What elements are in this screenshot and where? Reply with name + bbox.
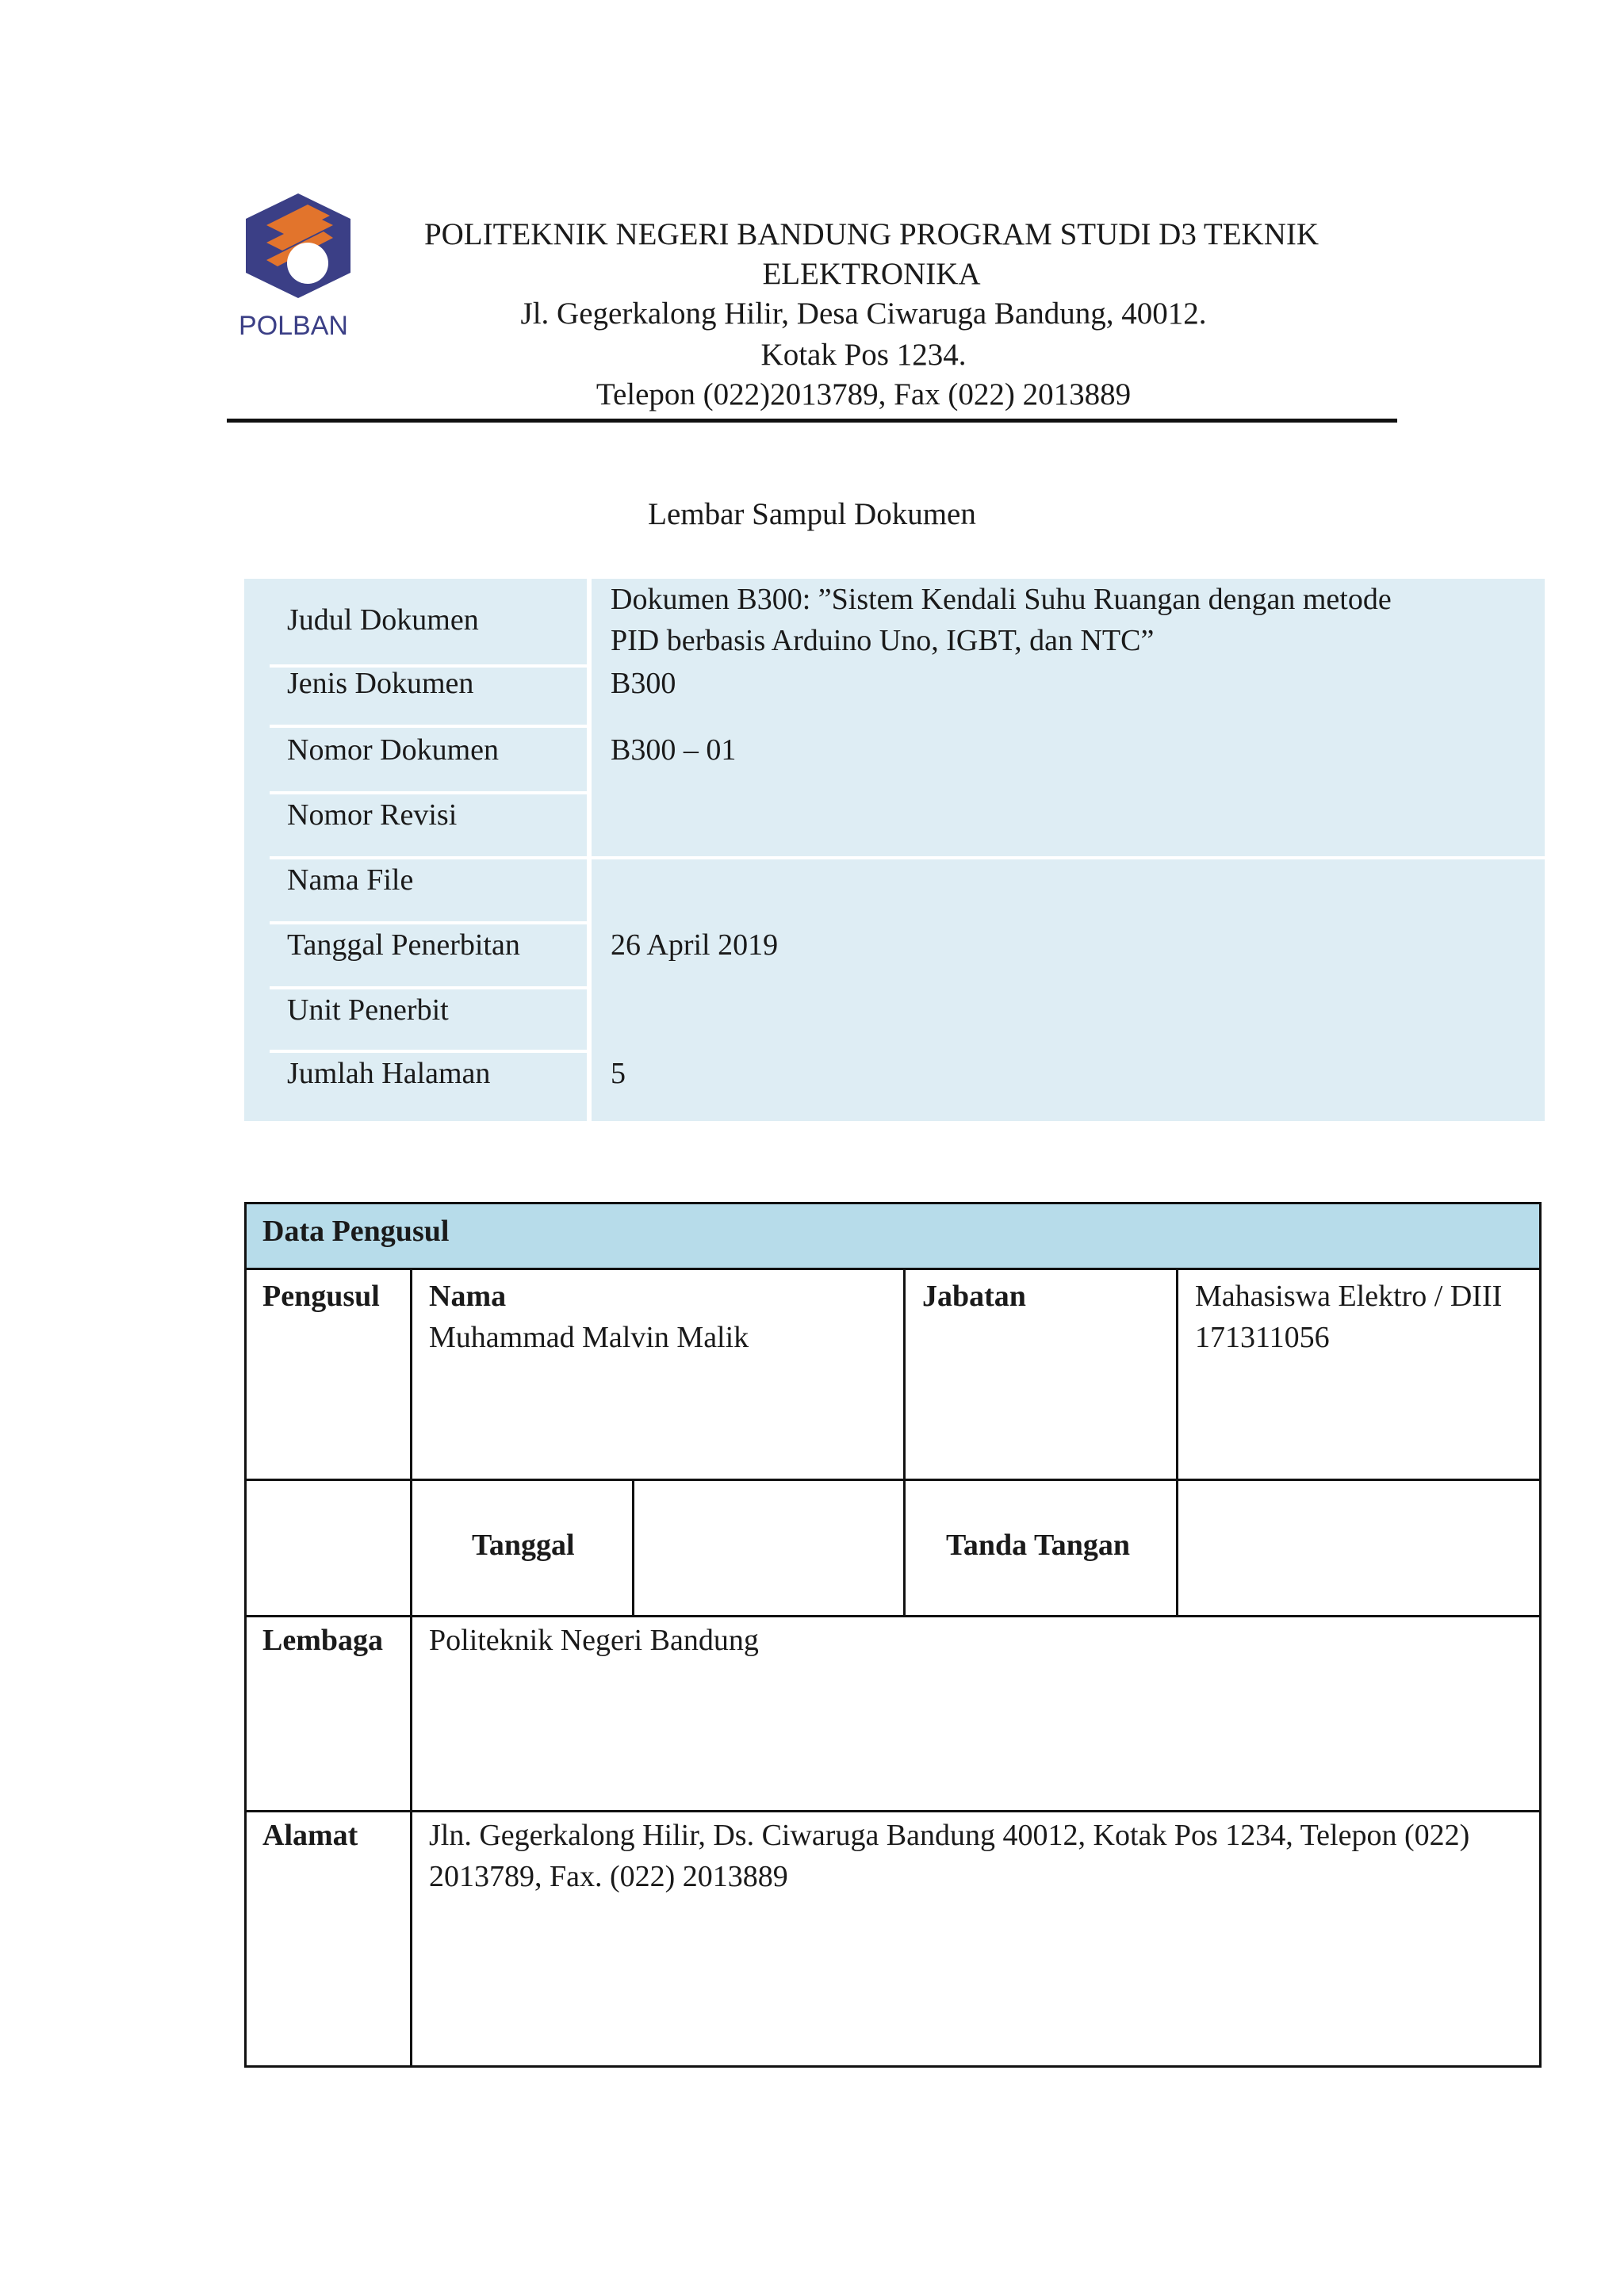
pengusul-label: Pengusul bbox=[262, 1280, 380, 1313]
header-divider bbox=[227, 419, 1397, 423]
jabatan-label: Jabatan bbox=[922, 1280, 1026, 1313]
row-divider bbox=[270, 791, 590, 794]
jabatan-value-line2: 171311056 bbox=[1195, 1321, 1330, 1354]
data-pengusul-title: Data Pengusul bbox=[262, 1215, 450, 1248]
data-pengusul-table bbox=[244, 1202, 1542, 2068]
nomor-label: Nomor Dokumen bbox=[287, 733, 500, 767]
column-divider bbox=[587, 579, 592, 1121]
header-phone: Telepon (022)2013789, Fax (022) 2013889 bbox=[596, 377, 1132, 411]
jumlah-value: 5 bbox=[611, 1057, 626, 1090]
nama-label: Nama bbox=[429, 1280, 507, 1313]
document-metadata-table bbox=[244, 579, 1545, 1121]
column-divider bbox=[1176, 1268, 1178, 1615]
lembaga-value: Politeknik Negeri Bandung bbox=[429, 1624, 759, 1657]
row-divider bbox=[270, 1050, 590, 1053]
lembaga-label: Lembaga bbox=[262, 1624, 383, 1657]
alamat-value-line2: 2013789, Fax. (022) 2013889 bbox=[429, 1860, 788, 1893]
nama-value: Muhammad Malvin Malik bbox=[429, 1321, 749, 1354]
jenis-label: Jenis Dokumen bbox=[287, 667, 474, 700]
unit-label: Unit Penerbit bbox=[287, 993, 449, 1027]
tanggal-label: Tanggal Penerbitan bbox=[287, 928, 520, 962]
revisi-label: Nomor Revisi bbox=[287, 798, 458, 832]
judul-value-line1: Dokumen B300: ”Sistem Kendali Suhu Ruangan dengan metode bbox=[611, 583, 1392, 616]
nomor-value: B300 – 01 bbox=[611, 733, 737, 767]
logo-text: POLBAN bbox=[239, 311, 348, 341]
header-pobox: Kotak Pos 1234. bbox=[760, 338, 967, 372]
row-divider bbox=[247, 1615, 1539, 1617]
header-program: ELEKTRONIKA bbox=[762, 257, 981, 291]
row-divider bbox=[270, 986, 590, 989]
judul-value-line2: PID berbasis Arduino Uno, IGBT, dan NTC” bbox=[611, 624, 1155, 657]
row-divider bbox=[270, 725, 590, 728]
row-divider bbox=[247, 1810, 1539, 1812]
row-divider bbox=[247, 1479, 1539, 1481]
tanggal-signature-label: Tanggal bbox=[472, 1529, 575, 1562]
file-label: Nama File bbox=[287, 863, 414, 897]
row-divider bbox=[270, 856, 1545, 859]
header-institution: POLITEKNIK NEGERI BANDUNG PROGRAM STUDI D3 TEKNIK bbox=[423, 217, 1320, 251]
alamat-label: Alamat bbox=[262, 1819, 358, 1852]
cover-title: Lembar Sampul Dokumen bbox=[648, 497, 976, 531]
jabatan-value-line1: Mahasiswa Elektro / DIII bbox=[1195, 1280, 1503, 1313]
column-divider bbox=[410, 1268, 412, 2065]
alamat-value-line1: Jln. Gegerkalong Hilir, Ds. Ciwaruga Bandung 40012, Kotak Pos 1234, Telepon (022) bbox=[429, 1819, 1470, 1852]
jenis-value: B300 bbox=[611, 667, 676, 700]
column-divider bbox=[632, 1479, 634, 1615]
column-divider bbox=[903, 1268, 906, 1615]
row-divider bbox=[270, 921, 590, 924]
tanggal-value: 26 April 2019 bbox=[611, 928, 779, 962]
judul-label: Judul Dokumen bbox=[287, 603, 479, 637]
header-address: Jl. Gegerkalong Hilir, Desa Ciwaruga Bandung, 40012. bbox=[520, 297, 1207, 331]
jumlah-label: Jumlah Halaman bbox=[287, 1057, 491, 1090]
tanda-tangan-label: Tanda Tangan bbox=[946, 1529, 1131, 1562]
